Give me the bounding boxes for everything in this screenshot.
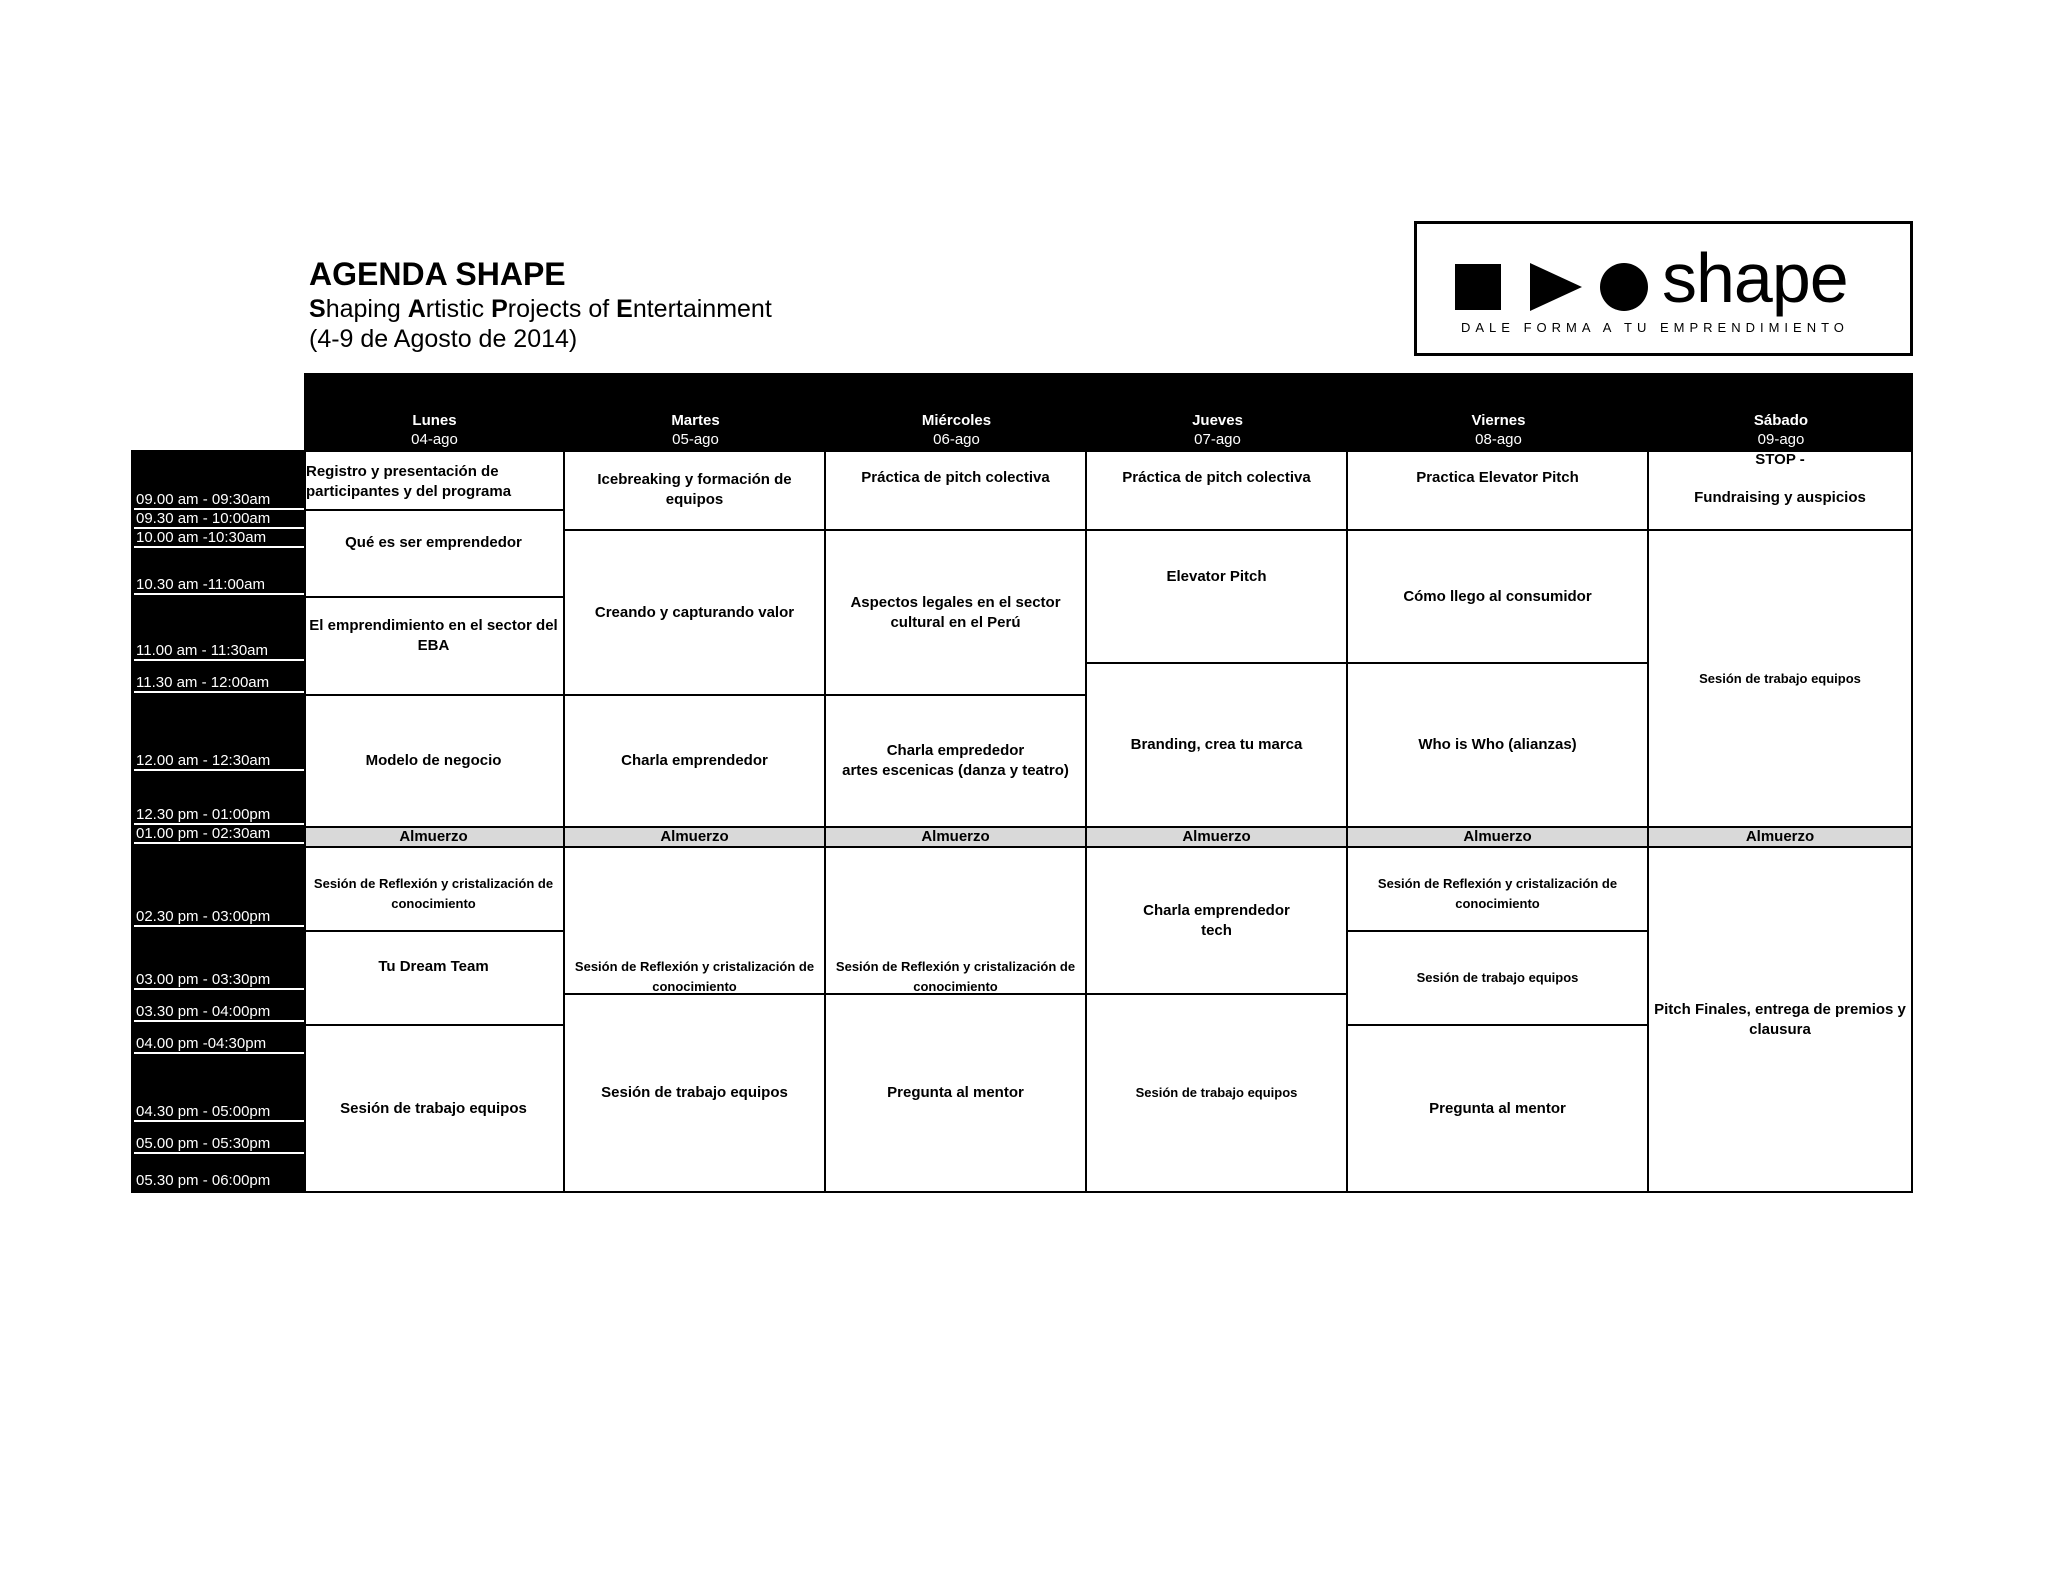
time-slot: 05.00 pm - 05:30pm: [134, 1135, 304, 1154]
square-icon: [1455, 264, 1501, 310]
session-viernes-who: Who is Who (alianzas): [1348, 664, 1649, 828]
day-header-sabado: Sábado 09-ago: [1753, 412, 1809, 448]
time-slot: 10.30 am -11:00am: [134, 576, 304, 595]
session-lunes-dream-team: Tu Dream Team: [304, 932, 565, 1026]
time-slot: 01.00 pm - 02:30am: [134, 825, 304, 844]
lunch-sabado: Almuerzo: [1649, 828, 1913, 848]
time-slot: 04.30 pm - 05:00pm: [134, 1103, 304, 1122]
session-miercoles-mentor: Pregunta al mentor: [826, 995, 1087, 1193]
session-jueves-trabajo: Sesión de trabajo equipos: [1087, 995, 1348, 1193]
circle-icon: [1600, 263, 1648, 311]
time-slot: 02.30 pm - 03:00pm: [134, 908, 304, 927]
time-slot: 05.30 pm - 06:00pm: [136, 1172, 271, 1189]
session-lunes-trabajo: Sesión de trabajo equipos: [304, 1026, 565, 1193]
time-slot: 04.00 pm -04:30pm: [134, 1035, 304, 1054]
time-slot: 09.00 am - 09:30am: [134, 491, 304, 510]
session-lunes-reflexion: Sesión de Reflexión y cristalización de conocimiento: [304, 848, 565, 932]
lunch-miercoles: Almuerzo: [826, 828, 1087, 848]
lunch-jueves: Almuerzo: [1087, 828, 1348, 848]
session-sabado-pitch-finales: Pitch Finales, entrega de premios y clausura: [1649, 848, 1913, 1193]
page-subtitle: Shaping Artistic Projects of Entertainment: [309, 295, 772, 323]
time-slot: 09.30 am - 10:00am: [134, 510, 304, 529]
session-lunes-emprendedor: Qué es ser emprendedor: [304, 511, 565, 598]
session-martes-trabajo: Sesión de trabajo equipos: [565, 995, 826, 1193]
lunch-viernes: Almuerzo: [1348, 828, 1649, 848]
lunch-martes: Almuerzo: [565, 828, 826, 848]
session-viernes-trabajo: Sesión de trabajo equipos: [1348, 932, 1649, 1026]
session-jueves-elevator: Elevator Pitch: [1087, 531, 1348, 664]
time-slot: 11.00 am - 11:30am: [134, 642, 304, 661]
session-lunes-modelo: Modelo de negocio: [304, 696, 565, 828]
event-dates: (4-9 de Agosto de 2014): [309, 325, 578, 353]
session-viernes-mentor: Pregunta al mentor: [1348, 1026, 1649, 1193]
time-slot: 11.30 am - 12:00am: [134, 674, 304, 693]
session-miercoles-reflexion: Sesión de Reflexión y cristalización de conocimiento: [826, 848, 1087, 995]
session-lunes-eba: El emprendimiento en el sector del EBA: [304, 598, 565, 696]
day-header-miercoles: Miércoles 06-ago: [921, 412, 992, 448]
lunch-lunes: Almuerzo: [304, 828, 565, 848]
play-triangle-icon: [1530, 263, 1582, 311]
session-martes-charla: Charla emprendedor: [565, 696, 826, 828]
session-miercoles-legales: Aspectos legales en el sector cultural en el Perú: [826, 531, 1087, 696]
session-viernes-consumidor: Cómo llego al consumidor: [1348, 531, 1649, 664]
session-sabado-stop: STOP - Fundraising y auspicios: [1649, 450, 1913, 531]
time-slot: 12.30 pm - 01:00pm: [134, 806, 304, 825]
session-sabado-trabajo: Sesión de trabajo equipos: [1649, 531, 1913, 828]
logo-tagline: DALE FORMA A TU EMPRENDIMIENTO: [1461, 320, 1849, 335]
session-jueves-branding: Branding, crea tu marca: [1087, 664, 1348, 828]
session-martes-reflexion: Sesión de Reflexión y cristalización de conocimiento: [565, 848, 826, 995]
day-header-jueves: Jueves 07-ago: [1192, 412, 1243, 448]
time-slot: 03.00 pm - 03:30pm: [134, 971, 304, 990]
session-martes-valor: Creando y capturando valor: [565, 531, 826, 696]
session-viernes-reflexion: Sesión de Reflexión y cristalización de conocimiento: [1348, 848, 1649, 932]
session-lunes-registro: Registro y presentación de participantes y del programa: [304, 450, 565, 511]
day-header-martes: Martes 05-ago: [671, 412, 720, 448]
session-jueves-pitch: Práctica de pitch colectiva: [1087, 450, 1348, 531]
session-jueves-charla-tech: Charla emprendedor tech: [1087, 848, 1348, 995]
session-miercoles-charla: Charla emprededor artes escenicas (danza y teatro): [826, 696, 1087, 828]
page-title: AGENDA SHAPE: [309, 256, 566, 292]
time-slot: 03.30 pm - 04:00pm: [134, 1003, 304, 1022]
logo-wordmark: shape: [1662, 239, 1848, 317]
session-martes-icebreaking: Icebreaking y formación de equipos: [565, 450, 826, 531]
session-miercoles-pitch: Práctica de pitch colectiva: [826, 450, 1087, 531]
time-slot: 12.00 am - 12:30am: [134, 752, 304, 771]
day-header-lunes: Lunes 04-ago: [411, 412, 458, 448]
time-slot: 10.00 am -10:30am: [134, 529, 304, 548]
session-viernes-elevator: Practica Elevator Pitch: [1348, 450, 1649, 531]
day-header-viernes: Viernes 08-ago: [1471, 412, 1526, 448]
